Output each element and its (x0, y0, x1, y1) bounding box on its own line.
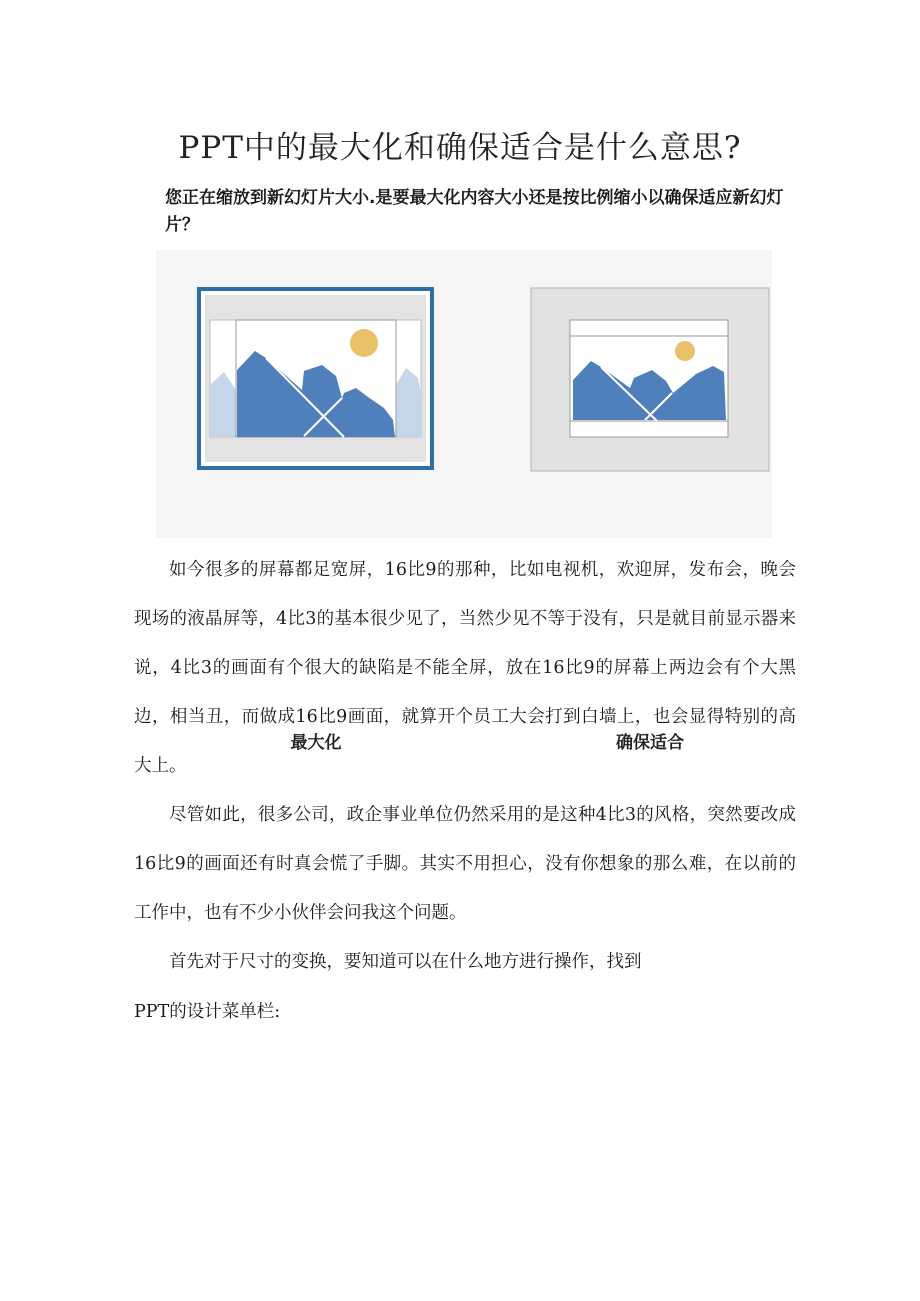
ensure-fit-option-label: 确保适合 (616, 733, 684, 753)
body-paragraph: 尽管如此，很多公司，政企事业单位仍然采用的是这种4比3的风格，突然要改成16比9的画面还有时真会慌了手脚。其实不用担心，没有你想象的那么难，在以前的工作中，也有不少小伙伴会问我这个问题。 (134, 805, 796, 923)
maximize-option-panel (197, 287, 434, 470)
landscape-picture-icon (570, 320, 728, 437)
scale-options-illustration (156, 250, 772, 538)
page-title: PPT中的最大化和确保适合是什么意思? (178, 130, 742, 166)
landscape-picture-icon (236, 320, 396, 437)
body-paragraph-continuation: PPT的设计菜单栏: (134, 1002, 281, 1022)
maximize-option-label: 最大化 (290, 733, 342, 753)
ensure-fit-option-panel (531, 288, 769, 471)
body-paragraph: 首先对于尺寸的变换，要知道可以在什么地方进行操作，找到 (169, 952, 642, 972)
dialog-question-heading: 您正在缩放到新幻灯片大小.是要最大化内容大小还是按比例缩小以确保适应新幻灯片？ (165, 188, 784, 235)
body-paragraph: 如今很多的屏幕都足宽屏，16比9的那种，比如电视机，欢迎屏，发布会，晚会现场的液晶屏等，4比3的基本很少见了，当然少见不等于没有，只是就目前显示器来说，4比3的画面有个很大的缺陷是不能全屏，放在16比9的屏幕上两边会有个大黑边，相当丑，而做成16比9画面，就算开个员工大会打到白墙上，也会显得特别的高大上。 (134, 560, 796, 776)
